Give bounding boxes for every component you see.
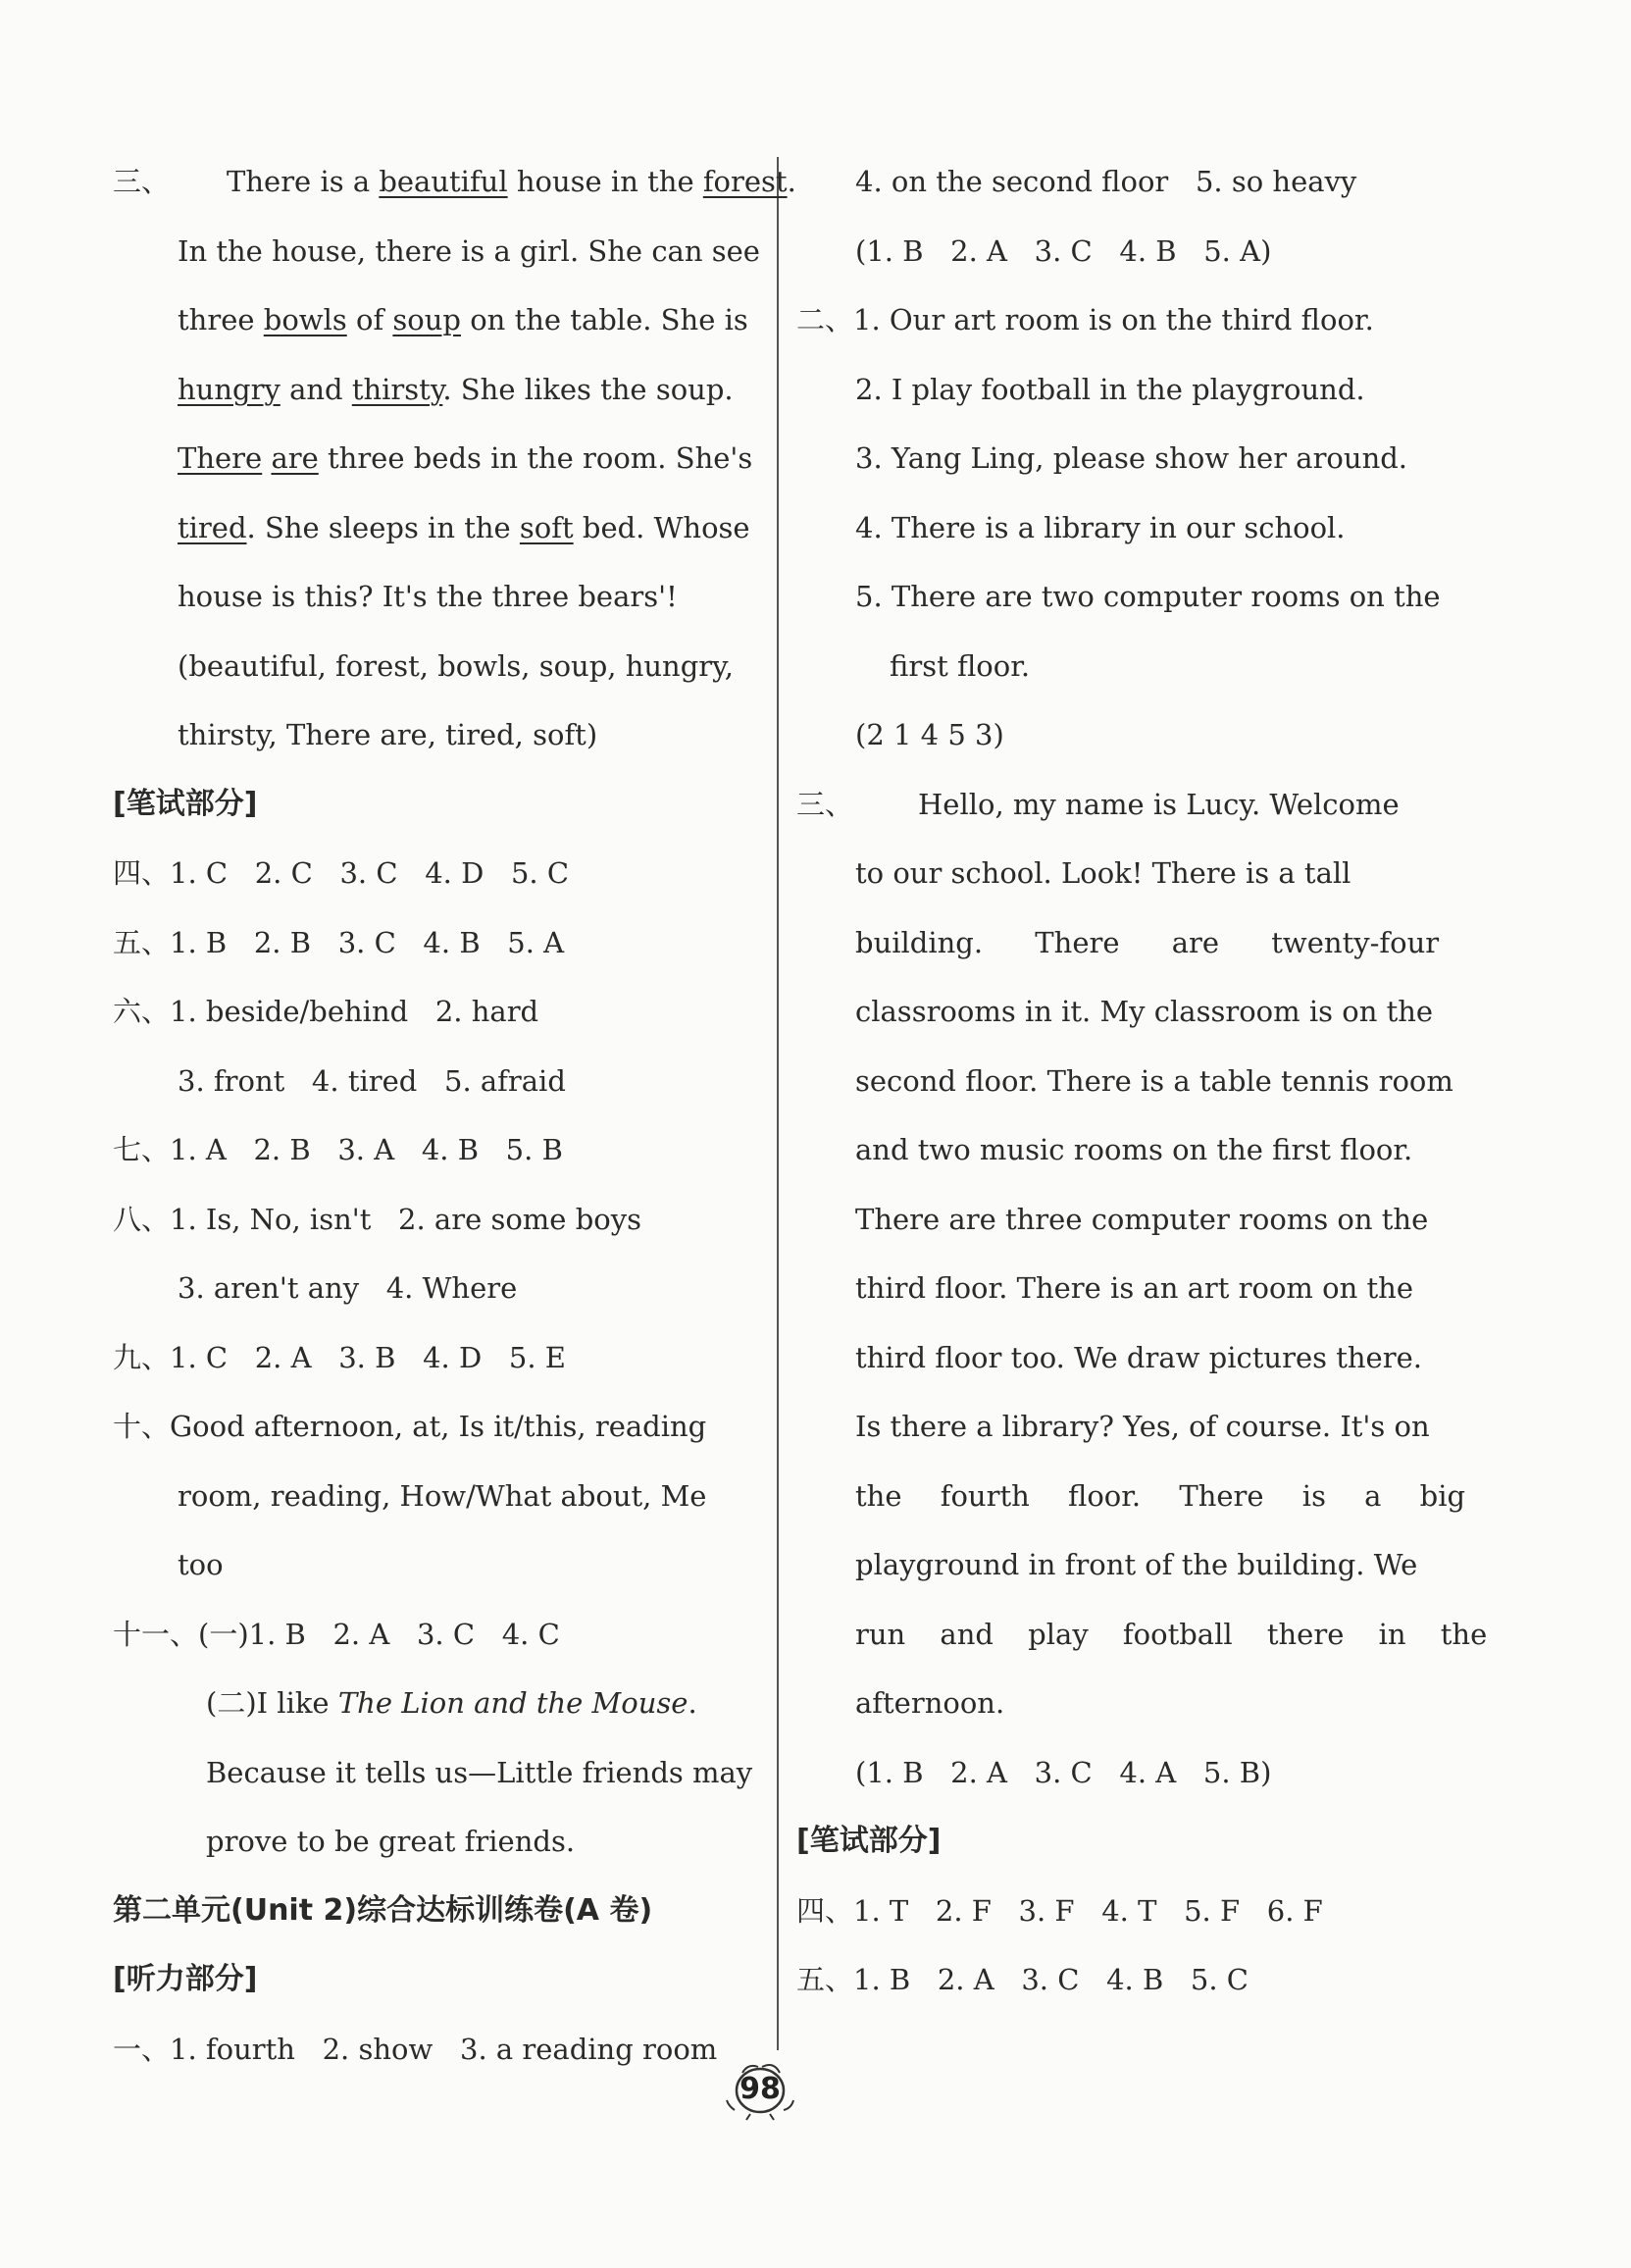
text: house in the: [516, 165, 694, 198]
answer-underlined: bowls: [263, 303, 347, 336]
section-3-line-3: [113, 285, 760, 355]
section-2-answer-3: 3. Yang Ling, please show her around.: [855, 441, 1408, 475]
section-3-passage-line-3: building. There are twenty-four: [855, 925, 1440, 959]
answer-underlined: soup: [392, 303, 461, 336]
section-3-passage-line-1: [796, 770, 1434, 840]
section-3-line-5: [113, 424, 760, 493]
section-5-answers: 五、1. B 2. B 3. C 4. B 5. A: [113, 925, 565, 959]
section-3-line-8: (beautiful, forest, bowls, soup, hungry,: [178, 648, 734, 683]
section-3-passage-line-9: third floor too. We draw pictures there.: [855, 1340, 1422, 1374]
section-3-label: 三、: [796, 787, 854, 821]
section-6-answers: 六、1. beside/behind 2. hard: [113, 995, 539, 1028]
answer-underlined: soft: [519, 510, 574, 544]
answer-underlined: There: [178, 441, 263, 475]
section-3-passage-line-13: run and play football there in the: [855, 1617, 1488, 1651]
story-title: The Lion and the Mouse: [337, 1686, 688, 1720]
listening-section-header: [听力部分]: [113, 1962, 258, 1996]
written-section-header: [笔试部分]: [113, 786, 258, 821]
text: . She likes the soup.: [442, 372, 734, 406]
text: .: [787, 165, 796, 198]
section-10-answers-cont2: too: [178, 1548, 224, 1581]
unit-title: 第二单元(Unit 2)综合达标训练卷(A 卷): [113, 1892, 653, 1928]
section-10-answers-cont: room, reading, How/What about, Me: [178, 1478, 707, 1513]
section-2-answer-5: 5. There are two computer rooms on the: [855, 580, 1441, 613]
section-3-passage-line-8: third floor. There is an art room on the: [855, 1271, 1413, 1305]
section-5-answers: 五、1. B 2. A 3. C 4. B 5. C: [796, 1963, 1249, 1996]
section-11-part-2-cont2: prove to be great friends.: [206, 1825, 576, 1858]
section-9-answers: 九、1. C 2. A 3. B 4. D 5. E: [113, 1340, 566, 1374]
text: (二)I like: [206, 1686, 330, 1720]
section-11-part-2-cont: Because it tells us—Little friends may: [206, 1755, 753, 1789]
text: Hello, my name is Lucy. Welcome: [918, 787, 1400, 821]
section-8-answers-cont: 3. aren't any 4. Where: [178, 1271, 518, 1305]
section-2-order: (2 1 4 5 3): [855, 718, 1004, 751]
section-3-line-1: [113, 147, 796, 217]
section-3-passage-line-14: afternoon.: [855, 1686, 1005, 1720]
section-3-passage-line-4: classrooms in it. My classroom is on the: [855, 995, 1434, 1028]
section-3-answers: (1. B 2. A 3. C 4. A 5. B): [855, 1755, 1272, 1789]
page-number: 98: [739, 2072, 781, 2106]
section-2-answer-5-cont: first floor.: [890, 648, 1031, 683]
section-3-label: 三、: [113, 165, 171, 198]
right-line-1: 4. on the second floor 5. so heavy: [855, 165, 1357, 198]
section-3-passage-line-10: Is there a library? Yes, of course. It's on: [855, 1410, 1430, 1443]
text: and: [289, 372, 343, 406]
section-10-answers: 十、Good afternoon, at, Is it/this, reading: [113, 1410, 707, 1443]
section-4-answers: 四、1. C 2. C 3. C 4. D 5. C: [113, 856, 570, 890]
section-3-passage-line-11: the fourth floor. There is a big: [855, 1478, 1466, 1513]
column-divider: [777, 157, 779, 2050]
answer-underlined: hungry: [178, 372, 280, 406]
right-column: [796, 147, 1488, 2015]
text: three: [178, 303, 255, 336]
left-column: [113, 147, 796, 2084]
text: .: [688, 1686, 697, 1720]
page-number-badge: [721, 2055, 799, 2124]
section-11-answers: 十一、(一)1. B 2. A 3. C 4. C: [113, 1617, 560, 1651]
section-2-answer-2: 2. I play football in the playground.: [855, 372, 1365, 406]
answer-underlined: forest: [702, 165, 788, 198]
section-3-line-9: thirsty, There are, tired, soft): [178, 718, 598, 751]
text: of: [355, 303, 384, 336]
section-2-answer-1: 二、1. Our art room is on the third floor.: [796, 303, 1374, 336]
answer-underlined: thirsty: [351, 372, 443, 406]
section-8-answers: 八、1. Is, No, isn't 2. are some boys: [113, 1202, 641, 1236]
section-3-passage-line-12: playground in front of the building. We: [855, 1548, 1418, 1581]
section-3-passage-line-2: to our school. Look! There is a tall: [855, 856, 1351, 890]
section-3-line-4: [113, 355, 760, 425]
written-section-header: [笔试部分]: [796, 1824, 942, 1858]
text: bed. Whose: [582, 510, 750, 544]
text: There is a: [227, 165, 371, 198]
section-7-answers: 七、1. A 2. B 3. A 4. B 5. B: [113, 1133, 563, 1166]
text: on the table. She is: [470, 303, 748, 336]
right-line-2: (1. B 2. A 3. C 4. B 5. A): [855, 233, 1272, 268]
answer-underlined: are: [271, 441, 319, 475]
section-2-answer-4: 4. There is a library in our school.: [855, 510, 1346, 544]
section-3-line-7: house is this? It's the three bears'!: [178, 580, 678, 613]
section-3-passage-line-6: and two music rooms on the first floor.: [855, 1133, 1413, 1166]
section-6-answers-cont: 3. front 4. tired 5. afraid: [178, 1063, 566, 1098]
section-4-answers: 四、1. T 2. F 3. F 4. T 5. F 6. F: [796, 1893, 1323, 1928]
text: three beds in the room. She's: [327, 441, 753, 475]
section-3-line-2: In the house, there is a girl. She can see: [178, 233, 760, 268]
section-3-passage-line-5: second floor. There is a table tennis room: [855, 1063, 1453, 1098]
section-3-line-6: [113, 493, 760, 563]
text: . She sleeps in the: [246, 510, 511, 544]
answer-underlined: beautiful: [379, 165, 508, 198]
section-1-answers: 一、1. fourth 2. show 3. a reading room: [113, 2032, 718, 2066]
section-11-part-2: [113, 1669, 760, 1738]
section-3-passage-line-7: There are three computer rooms on the: [855, 1202, 1429, 1236]
answer-underlined: tired: [178, 510, 247, 544]
